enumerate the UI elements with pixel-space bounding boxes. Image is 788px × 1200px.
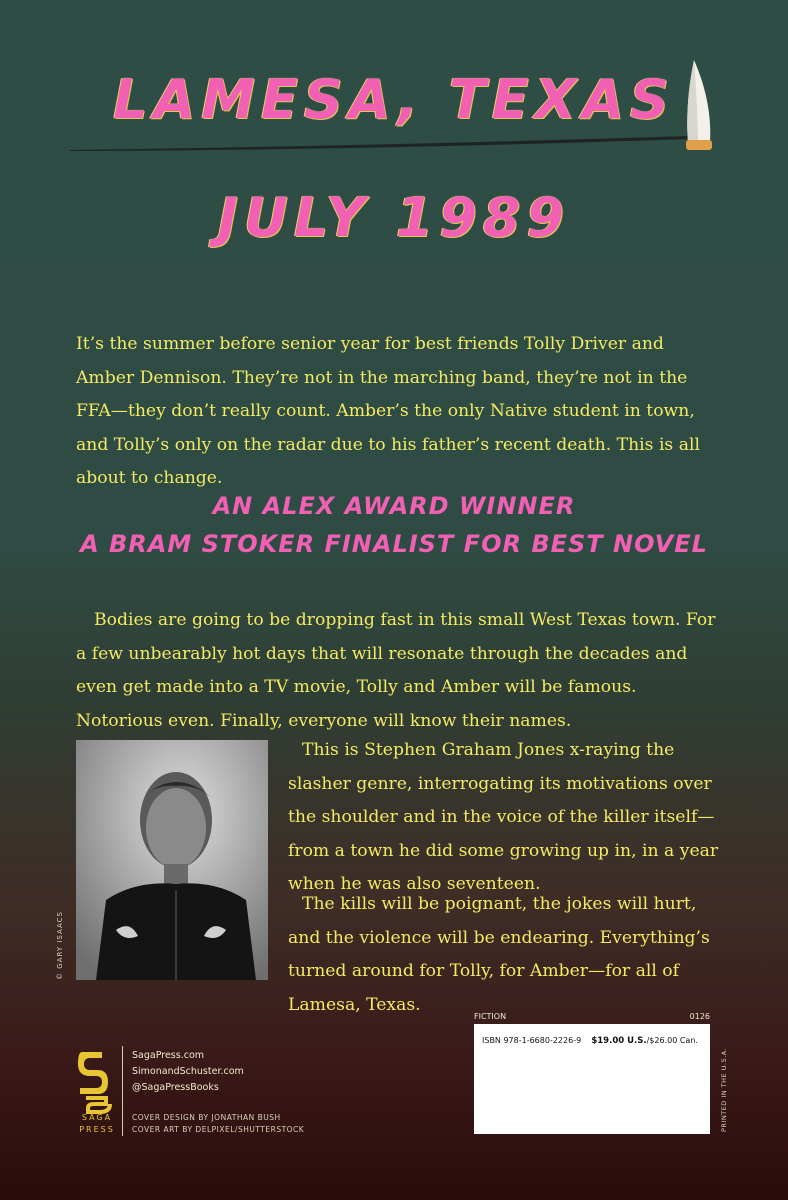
price-us: $19.00 U.S.	[591, 1036, 647, 1046]
cover-credits	[132, 1112, 304, 1136]
author-photo	[76, 740, 268, 980]
barcode-header	[474, 1010, 710, 1024]
link-simonandschuster[interactable]: SimonandSchuster.com	[132, 1066, 244, 1077]
barcode-box	[474, 1024, 710, 1134]
award-bram-stoker: A BRAM STOKER FINALIST FOR BEST NOVEL	[80, 530, 708, 558]
category-label: FICTION	[474, 1012, 507, 1021]
date-heading: JULY 1989	[217, 186, 571, 249]
category-code: 0126	[689, 1012, 710, 1021]
saga-press-wordmark: SAGA PRESS	[79, 1113, 115, 1134]
award-alex: AN ALEX AWARD WINNER	[212, 492, 576, 520]
knife-slash	[70, 132, 690, 152]
divider	[122, 1046, 123, 1136]
price-can: /$26.00 Can.	[646, 1036, 698, 1045]
isbn-price-line	[482, 1036, 698, 1046]
link-sagapress[interactable]: SagaPress.com	[132, 1050, 205, 1061]
location-heading: LAMESA, TEXAS	[113, 68, 675, 131]
isbn: ISBN 978-1-6680-2226-9	[482, 1036, 582, 1045]
synopsis-paragraph-2: Bodies are going to be dropping fast in this small West Texas town. For a few unbearably hot days that will resonate through the decades and even get made into a TV movie, Tolly and Amber will be famous. Notorious even. Finally, everyone will know their names.	[76, 610, 716, 731]
cover-art-credit: COVER ART BY DELPIXEL/SHUTTERSTOCK	[132, 1125, 305, 1134]
photo-credit: © GARY ISAACS	[56, 911, 64, 980]
cover-design-credit: COVER DESIGN BY JONATHAN BUSH	[132, 1113, 281, 1122]
link-twitter[interactable]: @SagaPressBooks	[132, 1082, 219, 1093]
barcode-area	[474, 1010, 710, 1136]
publisher-links	[132, 1048, 244, 1096]
synopsis-paragraph-4: The kills will be poignant, the jokes will hurt, and the violence will be endearing. Everything’s turned around for Tolly, for Amber—for all of Lamesa, Texas.	[288, 894, 710, 1015]
synopsis-paragraph-1: It’s the summer before senior year for best friends Tolly Driver and Amber Dennison. They’re not in the marching band, they’re not in the FFA—they don’t really count. Amber’s the only Native student in town, and Tolly’s only on the radar due to his father’s recent death. This is all about to change.	[76, 334, 700, 488]
knife-blade-icon	[676, 58, 724, 154]
printed-in-usa: PRINTED IN THE U.S.A.	[720, 1047, 728, 1132]
synopsis-paragraph-3: This is Stephen Graham Jones x-raying the slasher genre, interrogating its motivations over the shoulder and in the voice of the killer itself—from a town he did some growing up in, in a year when he was also seventeen.	[288, 740, 719, 894]
